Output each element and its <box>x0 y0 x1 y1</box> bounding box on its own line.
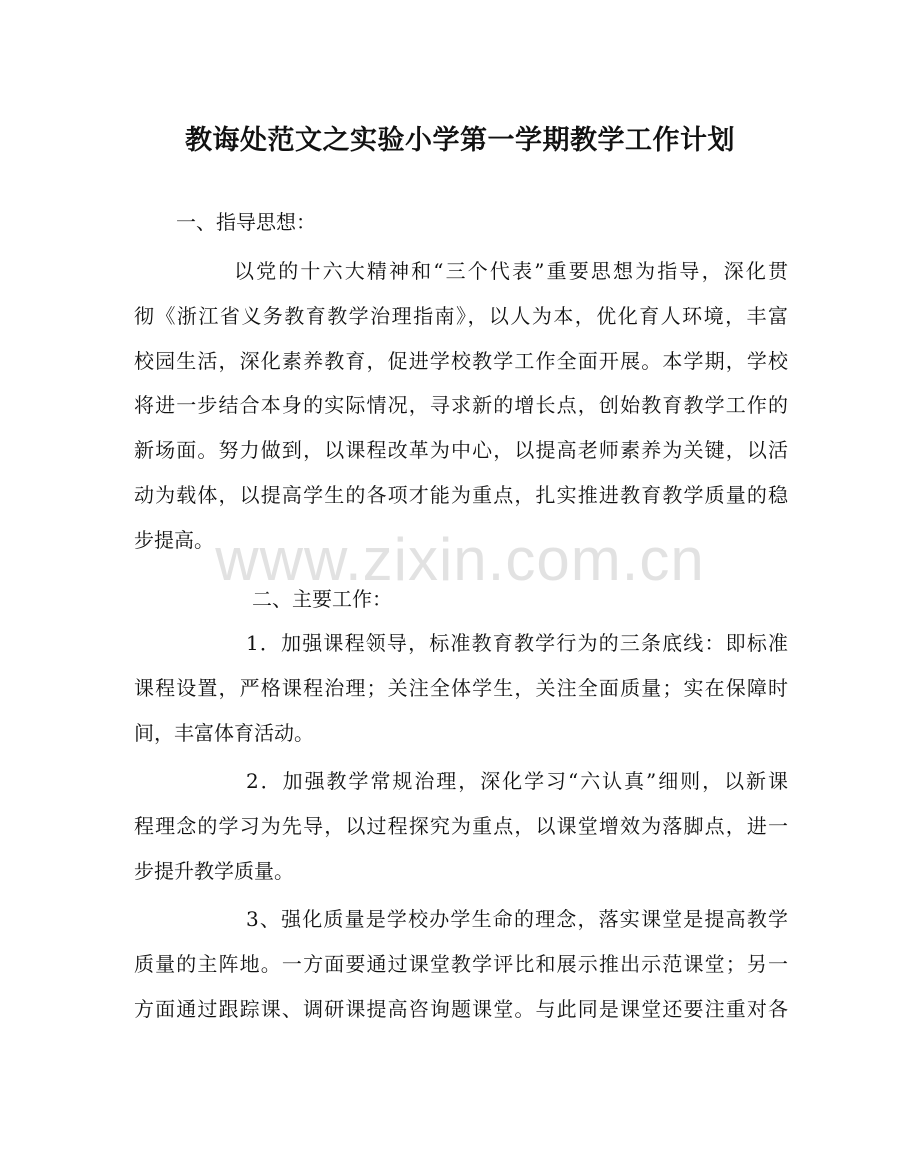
paragraph-line: 课程设置，严格课程治理；关注全体学生，关注全面质量；实在保障时 <box>134 675 788 700</box>
paragraph-line: 3、强化质量是学校办学生命的理念，落实课堂是提高教学 <box>246 907 788 931</box>
section-heading-guiding-thought: 一、指导思想： <box>176 210 316 234</box>
paragraph-item-2 <box>134 759 788 893</box>
watermark: www.zixin.com.cn <box>215 526 705 593</box>
paragraph-line: 以党的十六大精神和“三个代表”重要思想为指导，深化贯 <box>234 259 788 283</box>
paragraph-line: 程理念的学习为先导，以过程探究为重点，以课堂增效为落脚点，进一 <box>134 813 788 838</box>
paragraph-line: 间，丰富体育活动。 <box>134 720 314 745</box>
paragraph-line: 方面通过跟踪课、调研课提高咨询题课堂。与此同是课堂还要注重对各 <box>134 996 788 1021</box>
paragraph-item-3 <box>134 897 788 1031</box>
paragraph-line: 质量的主阵地。一方面要通过课堂教学评比和展示推出示范课堂；另一 <box>134 951 788 976</box>
paragraph-line: 新场面。努力做到，以课程改革为中心，以提高老师素养为关键，以活 <box>134 438 788 463</box>
paragraph-line: 动为载体，以提高学生的各项才能为重点，扎实推进教育教学质量的稳 <box>134 482 788 507</box>
paragraph-line: 1．加强课程领导，标准教育教学行为的三条底线：即标准 <box>246 631 788 655</box>
section-heading-main-work: 二、主要工作： <box>252 587 392 611</box>
paragraph-line: 校园生活，深化素养教育，促进学校教学工作全面开展。本学期，学校 <box>134 348 788 373</box>
paragraph-line: 将进一步结合本身的实际情况，寻求新的增长点，创始教育教学工作的 <box>134 393 788 418</box>
document-title: 教诲处范文之实验小学第一学期教学工作计划 <box>185 125 735 156</box>
paragraph-line: 2．加强教学常规治理，深化学习“六认真”细则，以新课 <box>246 769 788 793</box>
paragraph-line: 步提高。 <box>134 527 214 552</box>
paragraph-line: 步提升教学质量。 <box>134 858 294 883</box>
paragraph-item-1 <box>134 621 788 755</box>
paragraph-line: 彻《浙江省义务教育教学治理指南》，以人为本，优化育人环境，丰富 <box>134 303 788 328</box>
paragraph-guiding-thought <box>134 249 788 563</box>
